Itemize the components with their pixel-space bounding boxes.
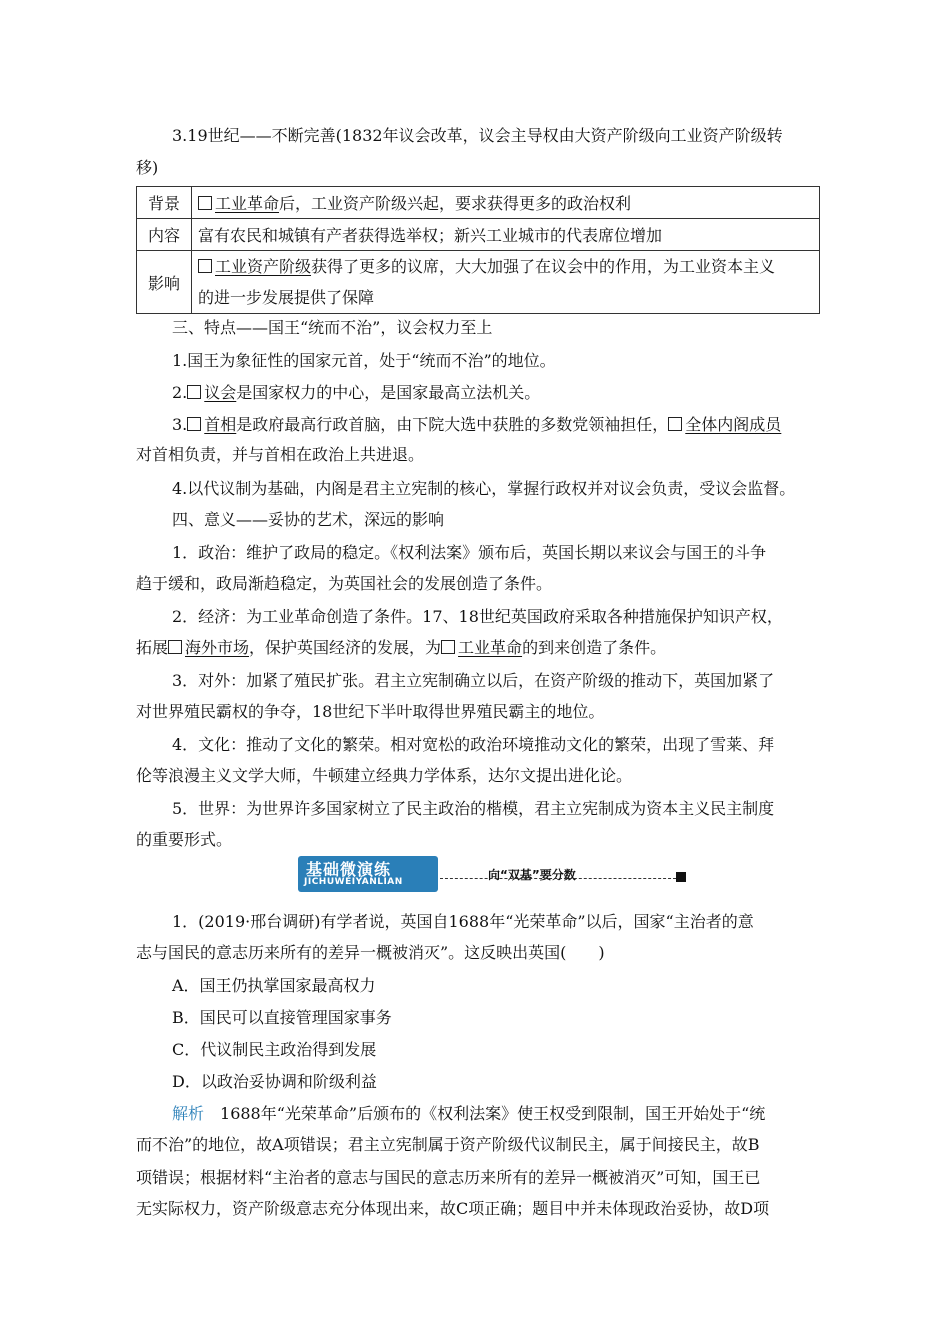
part3-p2: 2. 议会是国家权力的中心，是国家最高立法机关。 bbox=[172, 383, 541, 402]
analysis-line1: 解析 1688年“光荣革命”后颁布的《权利法案》使王权受到限制，国王开始处于“统 bbox=[172, 1104, 766, 1123]
analysis-line4: 无实际权力，资产阶级意志充分体现出来，故C项正确；题目中并未体现政治妥协，故D项 bbox=[136, 1199, 770, 1218]
part4-p5a: 5．世界：为世界许多国家树立了民主政治的楷模，君主立宪制成为资本主义民主制度 bbox=[172, 799, 775, 818]
fill-blank: 议会 bbox=[204, 383, 237, 402]
row-head: 影响 bbox=[137, 251, 192, 314]
banner-subtitle: JICHUWEIYANLIAN bbox=[304, 877, 403, 887]
fill-blank: 工业革命 bbox=[215, 194, 280, 213]
blank-box-icon bbox=[168, 640, 182, 654]
banner-tag: 向“双基”要分数 bbox=[488, 868, 576, 882]
banner-title: 基础微演练 bbox=[306, 860, 392, 879]
blank-box-icon bbox=[198, 196, 212, 210]
part3-p3-line2: 对首相负责，并与首相在政治上共进退。 bbox=[136, 445, 425, 464]
analysis-label: 解析 bbox=[172, 1104, 205, 1123]
section3-line2: 移) bbox=[136, 158, 159, 177]
fill-blank: 海外市场 bbox=[185, 638, 250, 657]
part4-p1a: 1．政治：维护了政局的稳定。《权利法案》颁布后，英国长期以来议会与国王的斗争 bbox=[172, 543, 767, 562]
part4-p2a: 2．经济：为工业革命创造了条件。17、18世纪英国政府采取各种措施保护知识产权， bbox=[172, 607, 783, 626]
square-end-icon bbox=[676, 872, 686, 882]
part4-p5b: 的重要形式。 bbox=[136, 830, 233, 849]
blank-box-icon bbox=[187, 417, 201, 431]
section-banner bbox=[298, 856, 688, 892]
part4-title: 四、意义——妥协的艺术，深远的影响 bbox=[172, 510, 445, 529]
row-head: 内容 bbox=[137, 219, 192, 251]
row-text: 的进一步发展提供了保障 bbox=[198, 288, 375, 307]
part4-p3a: 3．对外：加紧了殖民扩张。君主立宪制确立以后，在资产阶级的推动下，英国加紧了 bbox=[172, 671, 775, 690]
table-row bbox=[137, 219, 820, 251]
question-stem1: 1．(2019·邢台调研)有学者说，英国自1688年“光荣革命”以后，国家“主治者的意 bbox=[172, 912, 754, 931]
row-content bbox=[192, 251, 820, 314]
option-a: A．国王仍执掌国家最高权力 bbox=[172, 976, 376, 995]
fill-blank: 工业革命 bbox=[458, 638, 523, 657]
option-b: B．国民可以直接管理国家事务 bbox=[172, 1008, 392, 1027]
analysis-line2: 而不治”的地位，故A项错误；君主立宪制属于资产阶级代议制民主，属于间接民主，故B bbox=[136, 1135, 760, 1154]
table-row bbox=[137, 187, 820, 219]
part4-p4b: 伦等浪漫主义文学大师，牛顿建立经典力学体系，达尔文提出进化论。 bbox=[136, 766, 633, 785]
reform-table bbox=[136, 186, 820, 314]
blank-box-icon bbox=[668, 417, 682, 431]
analysis-line3: 项错误；根据材料“主治者的意志与国民的意志历来所有的差异一概被消灭”可知，国王已 bbox=[136, 1168, 761, 1187]
fill-blank: 全体内阁成员 bbox=[685, 415, 782, 434]
part4-p1b: 趋于缓和，政局渐趋稳定，为英国社会的发展创造了条件。 bbox=[136, 574, 553, 593]
fill-blank: 首相 bbox=[204, 415, 237, 434]
part3-p3: 3. 首相是政府最高行政首脑，由下院大选中获胜的多数党领袖担任， 全体内阁成员 bbox=[172, 415, 782, 434]
blank-box-icon bbox=[441, 640, 455, 654]
row-content bbox=[192, 187, 820, 219]
option-d: D．以政治妥协调和阶级利益 bbox=[172, 1072, 377, 1091]
part3-title: 三、特点——国王“统而不治”，议会权力至上 bbox=[172, 318, 493, 337]
part4-p4a: 4．文化：推动了文化的繁荣。相对宽松的政治环境推动文化的繁荣，出现了雪莱、拜 bbox=[172, 735, 775, 754]
question-stem2: 志与国民的意志历来所有的差异一概被消灭”。这反映出英国( ) bbox=[136, 943, 605, 962]
part3-p4: 4.以代议制为基础，内阁是君主立宪制的核心，掌握行政权并对议会负责，受议会监督。 bbox=[172, 479, 796, 498]
fill-blank: 工业资产阶级 bbox=[215, 257, 312, 276]
banner-divider bbox=[440, 878, 676, 879]
table-row bbox=[137, 251, 820, 314]
row-text: 获得了更多的议席，大大加强了在议会中的作用，为工业资本主义 bbox=[311, 257, 776, 276]
row-content: 富有农民和城镇有产者获得选举权；新兴工业城市的代表席位增加 bbox=[192, 219, 820, 251]
part3-p1: 1.国王为象征性的国家元首，处于“统而不治”的地位。 bbox=[172, 351, 556, 370]
banner-badge bbox=[298, 856, 438, 892]
part4-p2b: 拓展 海外市场，保护英国经济的发展，为 工业革命的到来创造了条件。 bbox=[136, 638, 667, 657]
part4-p3b: 对世界殖民霸权的争夺，18世纪下半叶取得世界殖民霸主的地位。 bbox=[136, 702, 605, 721]
option-c: C．代议制民主政治得到发展 bbox=[172, 1040, 377, 1059]
blank-box-icon bbox=[187, 385, 201, 399]
section3-line1: 3.19世纪——不断完善(1832年议会改革，议会主导权由大资产阶级向工业资产阶级转 bbox=[172, 126, 783, 145]
row-text: 后，工业资产阶级兴起，要求获得更多的政治权利 bbox=[279, 194, 632, 213]
blank-box-icon bbox=[198, 259, 212, 273]
row-head: 背景 bbox=[137, 187, 192, 219]
